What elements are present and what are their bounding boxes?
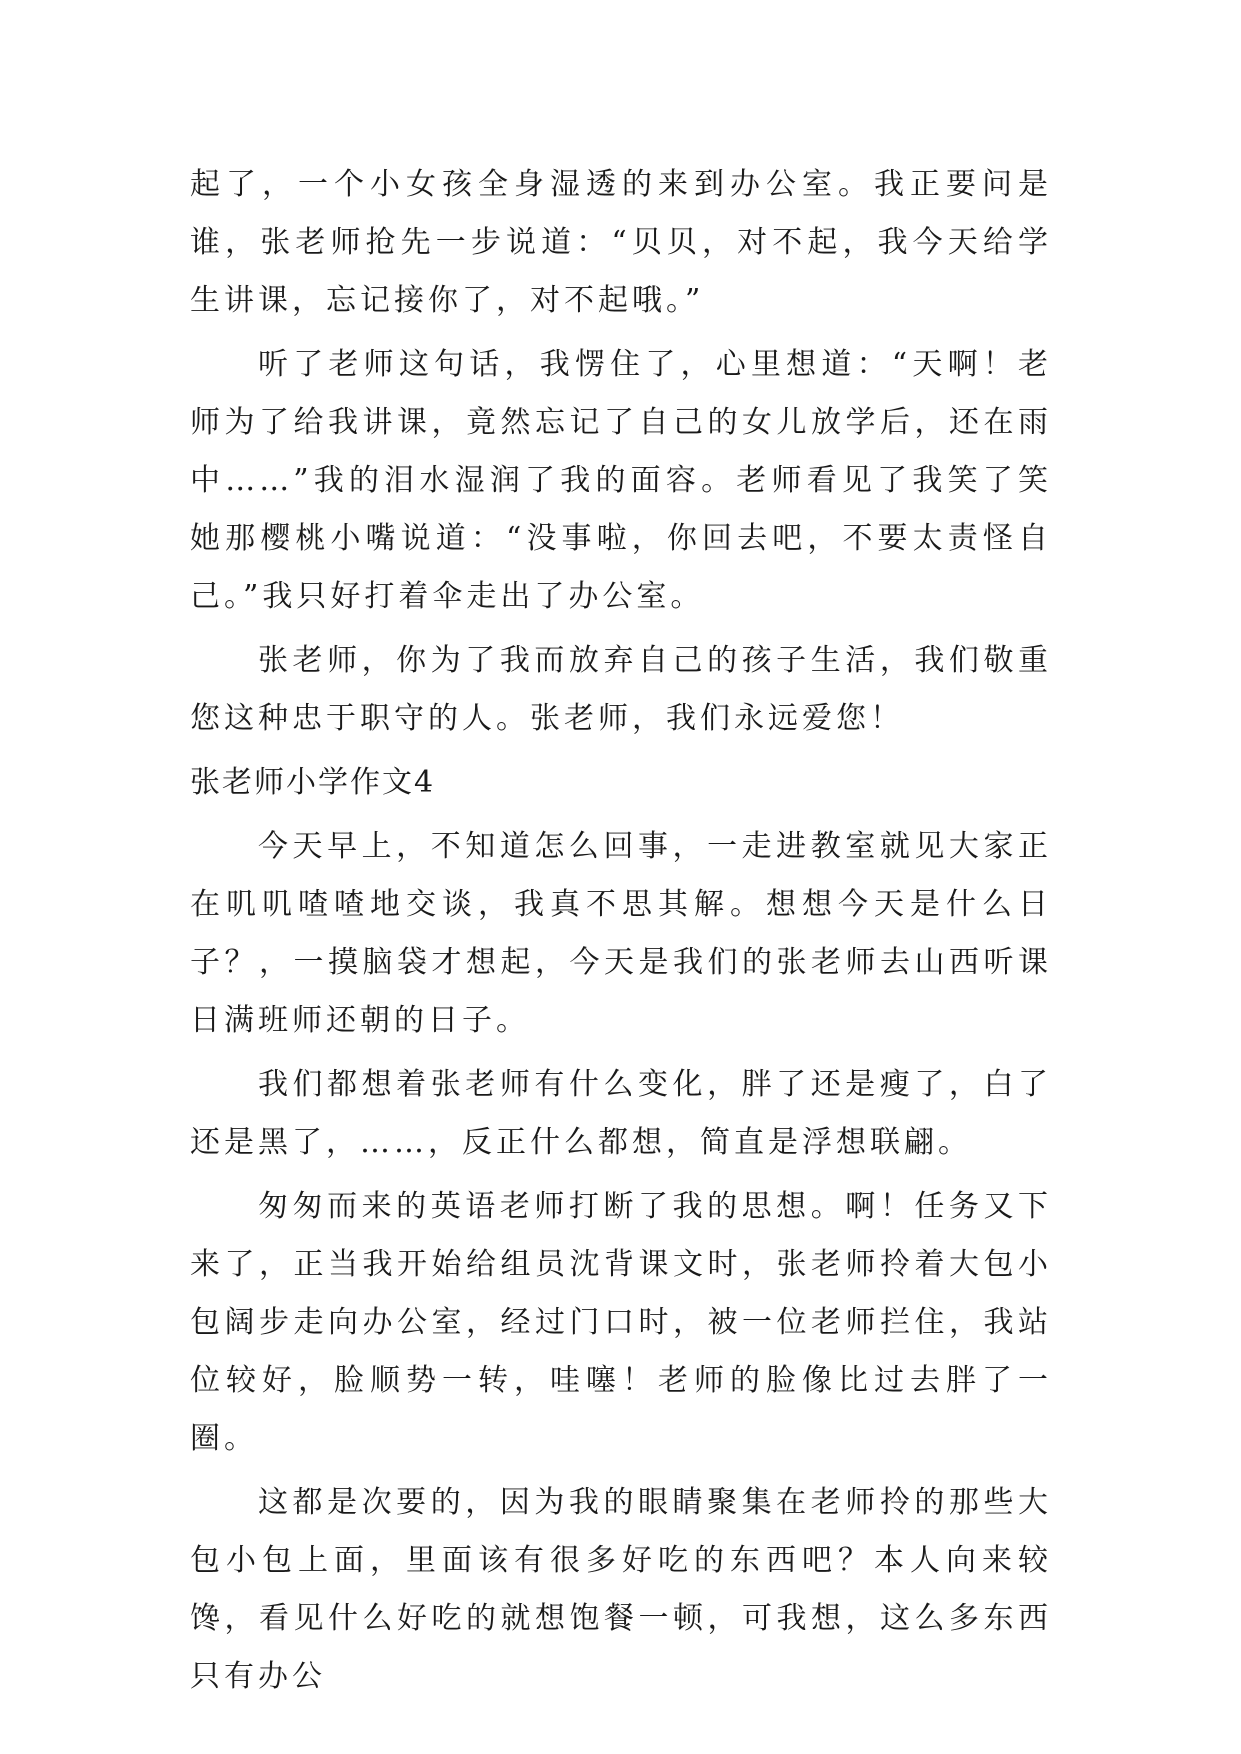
paragraph-2: 听了老师这句话，我愣住了，心里想道：“天啊！老师为了给我讲课，竟然忘记了自己的女儿放学后，还在雨中……”我的泪水湿润了我的面容。老师看见了我笑了笑她那樱桃小嘴说道：“没事啦，你回去吧，不要太责怪自己。”我只好打着伞走出了办公室。 bbox=[190, 347, 1052, 614]
paragraph-1: 起了，一个小女孩全身湿透的来到办公室。我正要问是谁，张老师抢先一步说道：“贝贝，对不起，我今天给学生讲课，忘记接你了，对不起哦。” bbox=[190, 167, 1052, 318]
section-paragraph-3: 匆匆而来的英语老师打断了我的思想。啊！任务又下来了，正当我开始给组员沈背课文时，张老师拎着大包小包阔步走向办公室，经过门口时，被一位老师拦住，我站位较好，脸顺势一转，哇噻！老师的脸像比过去胖了一圈。 bbox=[190, 1189, 1052, 1456]
section-paragraph-1: 今天早上，不知道怎么回事，一走进教室就见大家正在叽叽喳喳地交谈，我真不思其解。想想今天是什么日子？，一摸脑袋才想起，今天是我们的张老师去山西听课日满班师还朝的日子。 bbox=[190, 829, 1052, 1038]
section-paragraph-2: 我们都想着张老师有什么变化，胖了还是瘦了，白了还是黑了，……，反正什么都想，简直是浮想联翩。 bbox=[190, 1067, 1052, 1160]
document-body bbox=[190, 156, 1052, 1712]
section-title: 张老师小学作文4 bbox=[190, 765, 436, 800]
section-paragraph-4: 这都是次要的，因为我的眼睛聚集在老师拎的那些大包小包上面，里面该有很多好吃的东西吧？本人向来较馋，看见什么好吃的就想饱餐一顿，可我想，这么多东西只有办公 bbox=[190, 1485, 1052, 1694]
paragraph-3: 张老师，你为了我而放弃自己的孩子生活，我们敬重您这种忠于职守的人。张老师，我们永远爱您！ bbox=[190, 643, 1052, 736]
